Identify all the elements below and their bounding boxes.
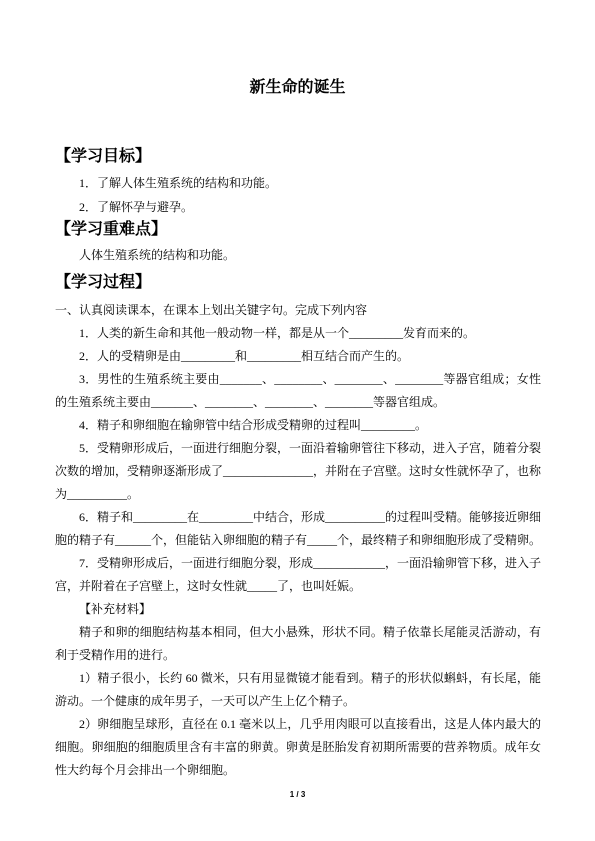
question-line: 胞的精子有______个，但能钻入卵细胞的精子有_____个，最终精子和卵细胞形成了受精卵。 [55,533,542,547]
supplement-line: 性大约每个月会排出一个卵细胞。 [55,763,236,777]
supplement-line: 游动。一个健康的成年男子，一天可以产生上亿个精子。 [55,694,356,708]
question-5 [55,437,541,506]
process-intro: 一、认真阅读课本，在课本上划出关键字句。完成下列内容 [55,303,368,317]
question-3 [55,368,541,414]
question-2 [55,345,541,368]
goal-item: 1．了解人体生殖系统的结构和功能。 [79,176,278,190]
section-heading-goals: 【学习目标】 [55,148,152,165]
question-line: 3．男性的生殖系统主要由_______、________、________、________等器官组成；女性 [79,372,541,386]
key-points-block [55,244,541,267]
supplement-line: 细胞。卵细胞的细胞质里含有丰富的卵黄。卵黄是胚胎发育初期所需要的营养物质。成年女 [55,740,541,754]
question-line: 为__________。 [55,487,140,501]
supplement-heading: 【补充材料】 [79,602,152,616]
section-heading-key-points: 【学习重难点】 [55,221,168,238]
question-line: 7．受精卵形成后，一面进行细胞分裂，形成____________，一面沿输卵管下移，进入子 [79,556,542,570]
question-7 [55,552,541,598]
supplement-line: 精子和卵的细胞结构基本相同，但大小悬殊，形状不同。精子依靠长尾能灵活游动，有 [79,625,541,639]
process-content [55,299,541,782]
question-line: 宫，并附着在子宫壁上，这时女性就_____了，也叫妊娠。 [55,579,362,593]
supplement-paragraph [55,713,541,782]
question-line: 次数的增加，受精卵逐渐形成了_______________，并附在子宫壁。这时女性就怀孕了，也称 [55,464,542,478]
supplement-paragraph [55,621,541,667]
question-line: 6．精子和_________在_________中结合，形成__________的过程叫受精。能够接近卵细 [79,510,542,524]
question-1 [55,322,541,345]
supplement-line: 1）精子很小，长约 60 微米，只有用显微镜才能看到。精子的形状似蝌蚪，有长尾，能 [79,671,541,685]
supplement-paragraph [55,667,541,713]
question-line: 的生殖系统主要由_______、________、________、________等器官组成。 [55,395,446,409]
question-line: 2．人的受精卵是由_________和_________相互结合而产生的。 [79,349,410,363]
question-line: 1．人类的新生命和其他一般动物一样，都是从一个_________发育而来的。 [79,326,476,340]
supplement-line: 利于受精作用的进行。 [55,648,176,662]
question-line: 5．受精卵形成后，一面进行细胞分裂，一面沿着输卵管往下移动，进入子宫，随着分裂 [79,441,542,455]
page-title: 新生命的诞生 [249,79,346,96]
key-points-text: 人体生殖系统的结构和功能。 [79,248,236,262]
supplement-line: 2）卵细胞呈球形，直径在 0.1 毫米以上，几乎用肉眼可以直接看出，这是人体内最大的 [79,717,541,731]
goals-list [55,172,541,219]
question-4 [55,414,541,437]
page-number: 1 / 3 [289,790,306,799]
goal-item: 2．了解怀孕与避孕。 [79,200,194,214]
question-line: 4．精子和卵细胞在输卵管中结合形成受精卵的过程叫_________。 [79,418,428,432]
question-6 [55,506,541,552]
section-heading-process: 【学习过程】 [55,274,152,291]
